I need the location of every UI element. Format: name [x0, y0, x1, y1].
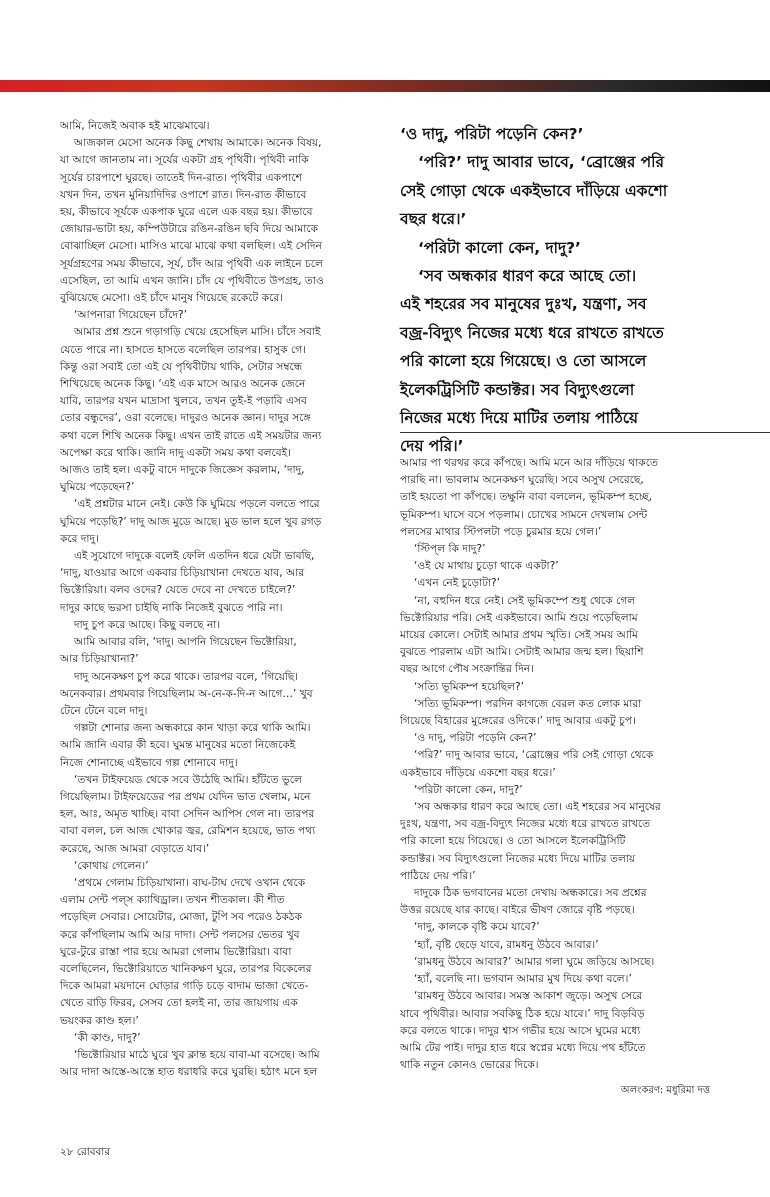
text-line: করেছে, আজ আমরা বেড়াতে যাব।’	[60, 842, 210, 855]
page-footer: ২৮ রোববার	[60, 1146, 111, 1158]
right-text-column	[400, 455, 766, 1074]
text-line: হল, আঃ, অমৃত খাচ্ছি। বাবা সেদিন আপিস গেল না। তারপর	[60, 808, 315, 821]
text-line: হয়, কীভাবে সূর্যকে একপাক ঘুরে এলে এক বছর হয়। কীভাবে	[60, 206, 313, 219]
text-line: কন্ডাক্টর। সব বিদ্যুৎগুলো নিজের মধ্যে দিয়ে মাটির তলায়	[400, 852, 636, 865]
divider-rule	[400, 432, 770, 433]
text-line: ‘স্টিপ্‌ল কি দাদু?’	[414, 543, 486, 556]
text-line: খেতে বাড়ি ফিরব, সেসব তো হলই না, তার জায়গায় এক	[60, 997, 298, 1010]
text-line: গিয়েছিলাম। টাইফয়েডের পর প্রথম যেদিন ভাত খেলাম, মনে	[60, 790, 311, 803]
pull-quote-line: নিজের মধ্যে দিয়ে মাটির তলায় পাঠিয়ে	[400, 409, 638, 428]
text-line: বুঝিয়েছে মেসো। ওই চাঁদে মানুষ গিয়েছে রকেটে করে।	[60, 292, 283, 305]
pull-quote	[400, 120, 766, 461]
text-line: আর চিড়িয়াখানা?’	[60, 653, 139, 666]
text-line: করে কাঁপছিলাম আমি আর দাদা। সেন্ট পলসের ভেতর খুব	[60, 928, 300, 941]
text-line: ‘পরি?’ দাদু আবার ভাবে, ‘ব্রোঞ্জের পরি সেই গোড়া থেকে	[414, 749, 654, 762]
text-line: ‘তখন টাইফয়েড থেকে সবে উঠেছি আমি। হাঁটতে ভুলে	[74, 773, 302, 786]
text-line: গল্পটা শোনার জন্য অন্ধকারে কান খাড়া করে থাকি আমি।	[74, 722, 311, 735]
text-line: ঘুরে-টুরে রাস্তা পার হয়ে আমরা গেলাম ভিক্টোরিয়া। বাবা	[60, 945, 292, 958]
text-line: আমি আবার বলি, ‘দাদু। আপনি গিয়েছেন ভিক্টোরিয়া,	[74, 636, 297, 649]
text-line: দুঃখ, যন্ত্রণা, সব বজ্র-বিদ্যুৎ নিজের মধ্যে ধরে রাখতে রাখতে	[400, 818, 651, 831]
text-line: জোয়ার-ভাটা হয়, কম্পিউটারে রঙিন-রঙিন ছবি দিয়ে আমাকে	[60, 223, 319, 236]
pull-quote-line: সেই গোড়া থেকে একইভাবে দাঁড়িয়ে একশো	[400, 181, 668, 200]
text-line: থাকি নতুন কোনও ভোরের দিকে।	[400, 1059, 539, 1072]
text-line: নিজে শোনাচ্ছে এইভাবে গল্প শোনাবে দাদু।	[60, 756, 238, 769]
text-line: ‘রামধনু উঠবে আবার। সমস্ত আকাশ জুড়ে। অসুখ সেরে	[414, 990, 643, 1003]
text-line: যেতে পারে না। হাসতে হাসতে বলেছিল তারপর। হাসুক গে।	[60, 343, 306, 356]
text-line: তাই হয়তো পা কাঁপছে। তক্ষুনি বাবা বললেন, ভূমিকম্প হচ্ছে,	[400, 491, 653, 504]
text-line: আমি টের পাই। দাদুর হাত ধরে স্বপ্নের মধ্যে দিয়ে পথ হাঁটতে	[400, 1041, 646, 1054]
text-line: কিন্তু ওরা সবাই তো এই যে পৃথিবীটায় থাকি, সেটার সম্বন্ধে	[60, 360, 303, 373]
text-line: যখন দিন, তখন মুনিয়াদিদির ওপাশে রাত। দিন-রাত কীভাবে	[60, 188, 307, 201]
text-line: মায়ের কোলে। সেটাই আমার প্রথম স্মৃতি। সেই সময় আমি	[400, 629, 638, 642]
text-line: পড়েছিল সেবার। সোয়েটার, মোজা, টুপি সব পরেও ঠকঠক	[60, 911, 302, 924]
pull-quote-line: ‘সব অন্ধকার ধারণ করে আছে তো।	[418, 267, 637, 286]
text-line: দিকে আমরা ময়দানে ঘোড়ার গাড়ি চড়ে বাদাম ভাজা খেতে-	[60, 980, 309, 993]
pull-quote-line: ‘পরি?’ দাদু আবার ভাবে, ‘ব্রোঞ্জের পরি	[418, 153, 664, 172]
text-line: যাবে পৃথিবীর। আবার সবকিছু ঠিক হয়ে যাবে।’ দাদু বিড়বিড়	[400, 1007, 645, 1020]
pull-quote-line: ‘ও দাদু, পরিটা পড়েনি কেন?’	[400, 125, 584, 143]
text-line: ‘না, বহুদিন ধরে নেই। সেই ভূমিকম্পে শুধু থেকে গেল	[414, 594, 636, 607]
text-line: ‘কী কাণ্ড, দাদু?’	[74, 1031, 141, 1044]
text-line: বোঝাচ্ছিল মেসো। মাসিও মাঝে মাঝে কথা বলছিল। এই সেদিন	[60, 240, 322, 253]
text-line: বছর আগে পৌষ সংক্রান্তির দিন।	[400, 663, 534, 676]
text-line: শিখিয়েছে অনেক কিছু। ‘এই এক মাসে আরও অনেক জেনে	[60, 378, 306, 391]
illustration-credit: অলংকরণ: মধুরিমা দত্ত	[620, 1085, 710, 1096]
text-line: করে দাদু।	[60, 532, 99, 545]
text-line: পাঠিয়ে দেয় পরি।’	[400, 869, 476, 882]
text-line: অপেক্ষা করে থাকি। জানি দাদু একটা সময় কথা বলবেই।	[60, 446, 292, 459]
text-line: দাদুকে ঠিক ভগবানের মতো দেখায় অন্ধকারে। সব প্রশ্নের	[414, 887, 647, 900]
text-line: ‘প্রথমে গেলাম চিড়িয়াখানা। বাঘ-টাঘ দেখে ওখান থেকে	[74, 876, 306, 889]
text-line: সূর্যগ্রহণের সময় কীভাবে, সূর্য, চাঁদ আর পৃথিবী এক লাইনে চলে	[60, 257, 323, 270]
text-line: ভিক্টোরিয়ার পরি। সেই একইভাবে। আমি শুয়ে পড়েছিলাম	[400, 611, 638, 624]
text-line: পরি কালো হয়ে গিয়েছে। ও তো আসলে ইলেকট্রিসিটি	[400, 835, 626, 848]
text-line: দাদুর কাছে ভরসা চাইছি নাকি নিজেই বুঝতে পারি না।	[60, 601, 283, 614]
text-line: ‘সত্যি ভূমিকম্প হয়েছিল?’	[414, 680, 525, 693]
text-line: সূর্যের চারপাশে ঘুরছে। তাতেই দিন-রাত। পৃথিবীর একপাশে	[60, 171, 302, 184]
text-line: ঘুমিয়ে পড়েছি?’ দাদু আজ মুডে আছে। মুড ভাল হলে খুব রগড়	[60, 515, 322, 528]
text-line: ‘কোথায় গেলেন।’	[74, 859, 149, 872]
text-line: ভিক্টোরিয়া। বলব ওদের? যেতে দেবে না দেখতে চাইলে?’	[60, 584, 296, 597]
text-line: দাদু চুপ করে আছে। কিছু বলছে না।	[74, 618, 221, 631]
text-line: গিয়েছে বিহারের মুঙ্গেরের ওদিকে।’ দাদু আবার একটু চুপ।	[400, 715, 636, 728]
text-line: দাদু অনেকক্ষণ চুপ করে থাকে। তারপর বলে, ‘গিয়েছি।	[74, 670, 299, 683]
text-line: বুঝতে পারলাম এটা আমি। সেটাই আমার জন্ম হল। ছিয়াশি	[400, 646, 644, 659]
text-line: আর দাদা আস্তে-আস্তে হাত ধরাধরি করে ঘুরছি। হঠাৎ মনে হল	[60, 1066, 318, 1079]
text-line: একইভাবে দাঁড়িয়ে একশো বছর ধরে।’	[400, 766, 556, 779]
pull-quote-line: বজ্র-বিদ্যুৎ নিজের মধ্যে ধরে রাখতে রাখতে	[400, 323, 664, 342]
text-line: ‘হ্যাঁ, বলেছি না। ভগবান আমার মুখ দিয়ে কথা বলে।’	[414, 973, 632, 986]
text-line: ‘সত্যি ভূমিকম্প। পরদিন কাগজে বেরল কত লোক মারা	[414, 697, 642, 710]
text-line: ‘হ্যাঁ, বৃষ্টি ছেড়ে যাবে, রামধনু উঠবে আবার।’	[414, 938, 599, 951]
text-line: ‘দাদু, কালকে বৃষ্টি কমে যাবে?’	[414, 921, 540, 934]
text-line: বলেছিলেন, ভিক্টোরিয়াতে খানিকক্ষণ ঘুরে, তারপর বিকেলের	[60, 962, 312, 975]
text-line: আমার পা থরথর করে কাঁপছে। আমি মনে আর দাঁড়িয়ে থাকতে	[400, 457, 658, 469]
pull-quote-line: ‘পরিটা কালো কেন, দাদু?’	[418, 238, 581, 257]
text-line: এসেছিল, তা আমি এখন জানি। চাঁদ যে পৃথিবীতে উপগ্রহ, তাও	[60, 274, 324, 287]
text-line: ‘এখন নেই চুড়োটা?’	[414, 577, 501, 590]
text-line: উত্তর রয়েছে যার কাছে। বাইরে ভীষণ জোরে বৃষ্টি পড়ছে।	[400, 904, 635, 917]
text-line: কথা বলে শিখি অনেক কিছু। এখন তাই রাতে এই সময়টার জন্য	[60, 429, 322, 442]
top-color-band	[0, 80, 770, 92]
text-line: যাবি, তারপর যখন মাদ্রাসা খুলবে, তখন তুই-ই পড়াবি এসব	[60, 395, 307, 408]
pull-quote-line: বছর ধরে।’	[400, 210, 467, 229]
left-text-column	[60, 118, 392, 1081]
text-line: ভয়ংকর কাণ্ড হল।’	[60, 1014, 139, 1027]
text-line: ঘুমিয়ে পড়েছেন?’	[60, 481, 135, 494]
text-line: এলাম সেন্ট পল্‌স ক্যাথিড্রাল। তখন শীতকাল। কী শীত	[60, 894, 285, 907]
text-line: আজও তাই হল। একটু বাদে দাদুকে জিজ্ঞেস করলাম, ‘দাদু,	[60, 464, 305, 477]
text-line: আমার প্রশ্ন শুনে গড়াগড়ি খেয়ে হেসেছিল মাসি। চাঁদে সবাই	[74, 326, 321, 339]
pull-quote-line: এই শহরের সব মানুষের দুঃখ, যন্ত্রণা, সব	[400, 295, 647, 314]
text-line: অনেকবার। প্রথমবার গিয়েছিলাম অ-নে-ক-দি-ন আগে…’ খুব	[60, 687, 313, 700]
text-line: পারছি না। ভাবলাম অনেকক্ষণ ঘুরেছি। সবে অসুখ সেরেছে,	[400, 474, 644, 487]
text-line: ‘আপনারা গিয়েছেন চাঁদে?’	[74, 309, 188, 322]
text-line: পলসের মাথার স্টিপলটা পড়ে চুরমার হয়ে গেল।’	[400, 525, 602, 538]
pull-quote-line: ইলেকট্রিসিটি কন্ডাক্টর। সব বিদ্যুৎগুলো	[400, 380, 635, 399]
text-line: ‘সব অন্ধকার ধারণ করে আছে তো। এই শহরের সব মানুষের	[414, 801, 661, 814]
text-line: আমি, নিজেই অবাক হই মাঝেমাঝে।	[60, 120, 210, 132]
text-line: ভূমিকম্প। ঘাসে বসে পড়লাম। চোখের সামনে দেখলাম সেন্ট	[400, 508, 648, 521]
text-line: ‘ওই যে মাথায় চুড়ো থাকে একটা?’	[414, 560, 559, 573]
text-line: বাবা বলল, চল আজ খোকার জ্বর, রেমিশন হয়েছে, ভাত পথ্য	[60, 825, 316, 838]
text-line: ‘এই প্রশ্নটার মানে নেই। কেউ কি ঘুমিয়ে পড়লে বলতে পারে	[74, 498, 320, 511]
text-line: ‘রামধনু উঠবে আবার?’ আমার গলা ঘুমে জড়িয়ে আসছে।	[414, 955, 655, 968]
text-line: ‘ও দাদু, পরিটা পড়েনি কেন?’	[414, 732, 537, 745]
text-line: এই সুযোগে দাদুকে বলেই ফেলি এতদিন ধরে যেটা ভাবছি,	[74, 550, 315, 563]
pull-quote-line: দেয় পরি।’	[400, 437, 464, 456]
text-line: করে বলতে থাকে। দাদুর শ্বাস গভীর হয়ে আসে ঘুমের মধ্যে	[400, 1024, 641, 1037]
text-line: তোর বন্ধুদের’, ওরা বলেছে। দাদুরও অনেক জ্ঞান। দাদুর সঙ্গে	[60, 412, 311, 425]
text-line: যা আগে জানতাম না। সূর্যের একটা গ্রহ পৃথিবী। পৃথিবী নাকি	[60, 154, 309, 167]
text-line: ‘দাদু, যাওয়ার আগে একবার চিড়িয়াখানা দেখতে যাব, আর	[60, 567, 305, 580]
text-line: ‘পরিটা কালো কেন, দাদু?’	[414, 783, 523, 796]
text-line: আমি জানি এবার কী হবে। ঘুমন্ত মানুষের মতো নিজেকেই	[60, 739, 296, 752]
text-line: আজকাল মেসো অনেক কিছু শেখায় আমাকে। অনেক বিষয়,	[74, 137, 322, 150]
pull-quote-line: পরি কালো হয়ে গিয়েছে। ও তো আসলে	[400, 352, 647, 371]
text-line: ‘ভিক্টোরিয়ার মাঠে ঘুরে খুব ক্লান্ত হয়ে বাবা-মা বসেছে। আমি	[74, 1048, 320, 1061]
text-line: টেনে টেনে বলে দাদু।	[60, 704, 148, 717]
